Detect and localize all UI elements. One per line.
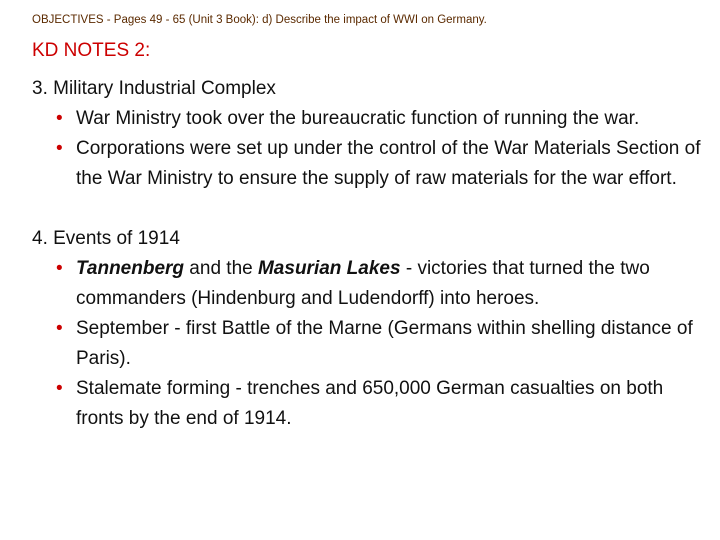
- notes-body: [32, 74, 704, 434]
- bullet-item: [32, 254, 704, 314]
- bullet-text: - victories that turned the two commanders (Hindenburg and Ludendorff) into heroes.: [76, 258, 650, 309]
- bullet-text: Corporations were set up under the control of the War Materials Section of the War Ministry to ensure the supply of raw materials for the war effort.: [76, 138, 701, 189]
- bullet-item: [32, 134, 704, 194]
- page-title: KD NOTES 2:: [32, 40, 151, 61]
- bullet-text-joiner: and the: [184, 258, 258, 279]
- objectives-line: OBJECTIVES - Pages 49 - 65 (Unit 3 Book): d) Describe the impact of WWI on Germany.: [32, 14, 487, 26]
- bullet-icon: •: [56, 318, 63, 339]
- section-3-bullets: [32, 104, 704, 194]
- section-3-heading: 3. Military Industrial Complex: [32, 78, 276, 99]
- section-4-heading: 4. Events of 1914: [32, 228, 180, 249]
- bullet-item: [32, 104, 704, 134]
- bullet-icon: •: [56, 378, 63, 399]
- bullet-text: War Ministry took over the bureaucratic function of running the war.: [76, 108, 640, 129]
- section-spacer: [32, 194, 704, 224]
- term-tannenberg: Tannenberg: [76, 258, 185, 279]
- bullet-icon: •: [56, 138, 63, 159]
- bullet-text: Stalemate forming - trenches and 650,000 German casualties on both fronts by the end of 1914.: [76, 378, 664, 429]
- bullet-icon: •: [56, 108, 63, 129]
- bullet-item: [32, 314, 704, 374]
- section-4-bullets: [32, 254, 704, 434]
- term-masurian-lakes: Masurian Lakes: [257, 258, 401, 279]
- bullet-text: September - first Battle of the Marne (Germans within shelling distance of Paris).: [76, 318, 693, 369]
- bullet-item: [32, 374, 704, 434]
- bullet-icon: •: [56, 258, 63, 279]
